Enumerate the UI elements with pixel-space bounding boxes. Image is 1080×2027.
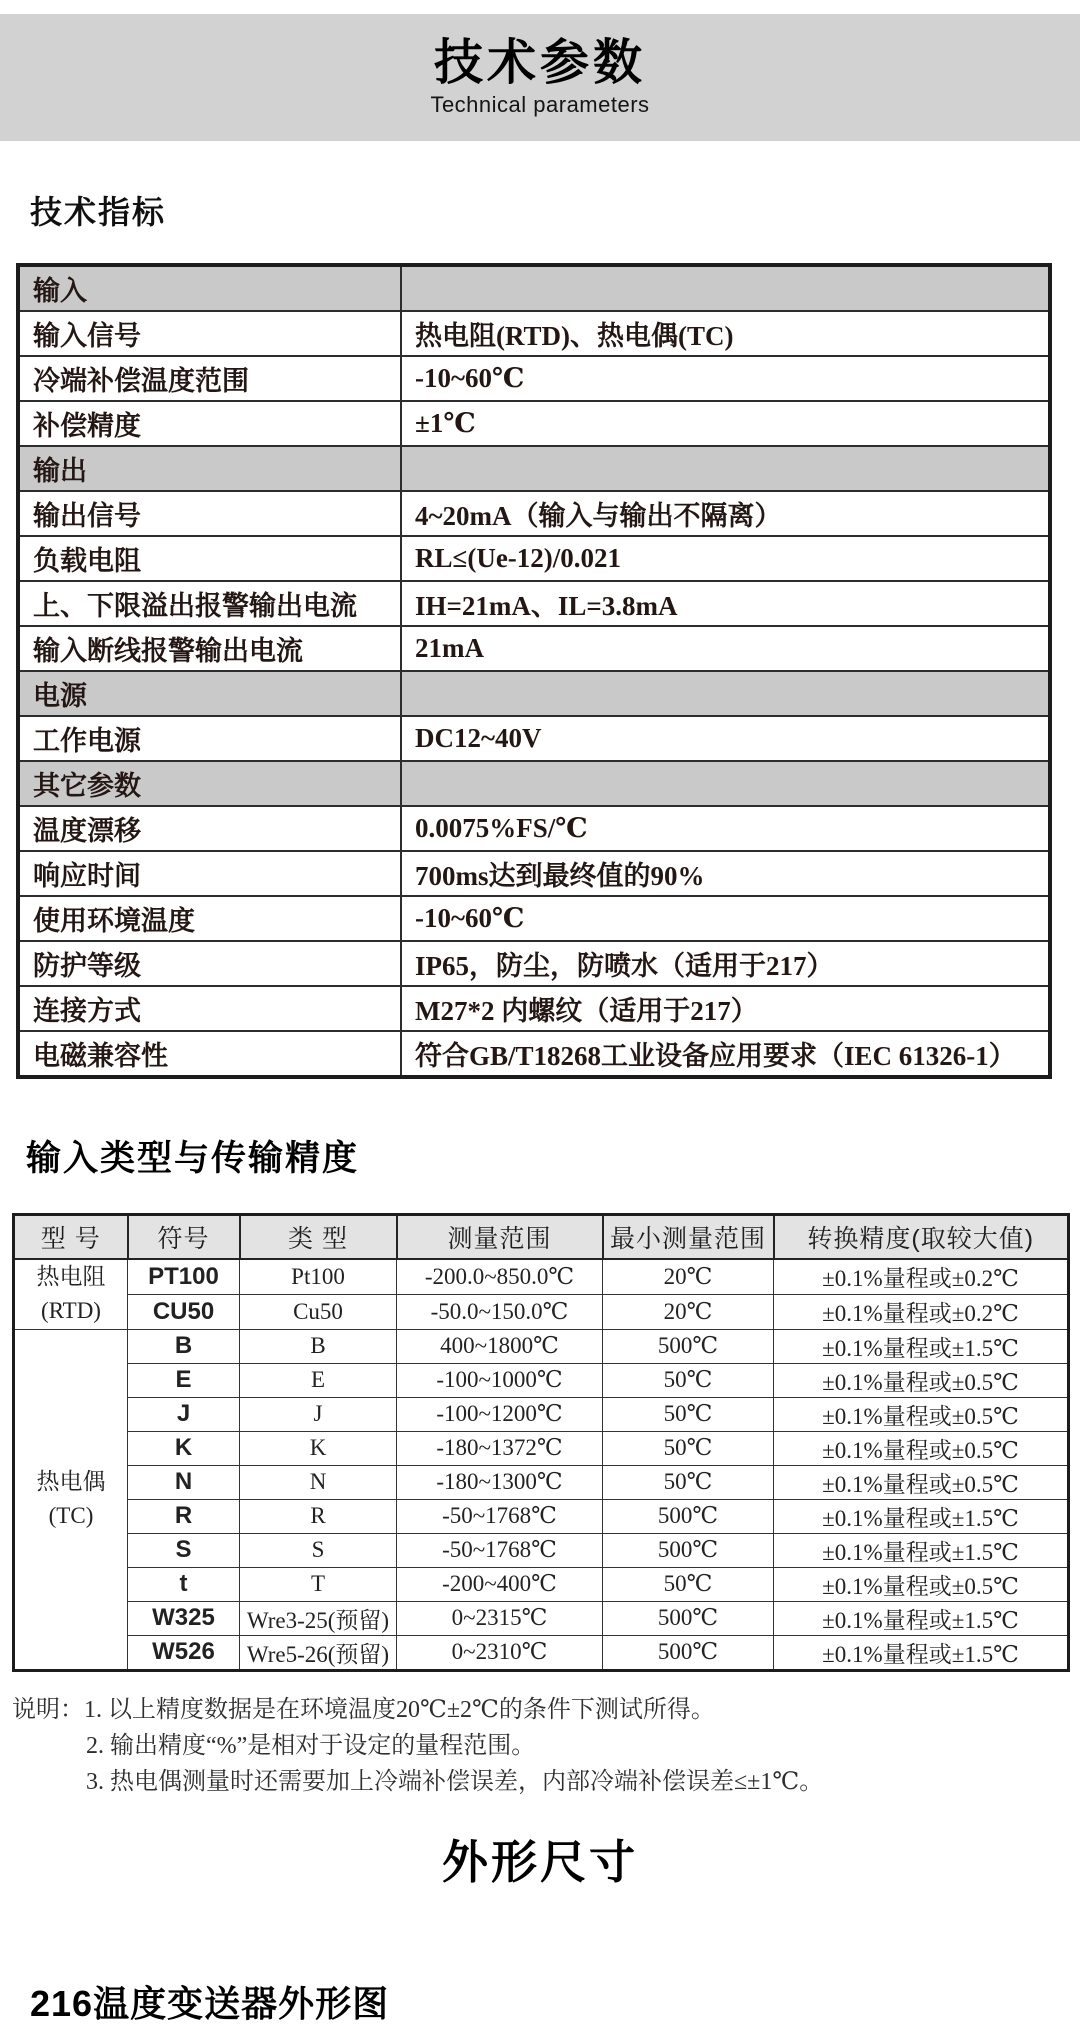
range-cell: -50.0~150.0℃	[397, 1294, 603, 1329]
accuracy-cell: ±0.1%量程或±0.5℃	[774, 1567, 1069, 1601]
type-cell: J	[240, 1397, 397, 1431]
type-cell: E	[240, 1363, 397, 1397]
accuracy-header-cell: 测量范围	[397, 1215, 603, 1259]
spec-row	[18, 986, 1050, 1031]
accuracy-row	[14, 1465, 1069, 1499]
spec-label-cell: 温度漂移	[18, 806, 401, 851]
range-cell: -50~1768℃	[397, 1533, 603, 1567]
accuracy-header-cell: 符号	[128, 1215, 240, 1259]
section-heading-tech-specs: 技术指标	[30, 194, 167, 230]
type-cell: B	[240, 1329, 397, 1363]
accuracy-cell: ±0.1%量程或±0.5℃	[774, 1397, 1069, 1431]
type-cell: K	[240, 1431, 397, 1465]
range-cell: -100~1000℃	[397, 1363, 603, 1397]
page-subtitle: Technical parameters	[430, 91, 650, 117]
spec-label-cell: 输入	[18, 265, 401, 311]
spec-value-cell: -10~60℃	[401, 896, 1050, 941]
spec-label-cell: 输入信号	[18, 311, 401, 356]
spec-value-cell: 21mA	[401, 626, 1050, 671]
notes-prefix: 说明：	[12, 1696, 84, 1723]
accuracy-row	[14, 1259, 1069, 1295]
spec-label-cell: 连接方式	[18, 986, 401, 1031]
spec-table	[16, 263, 1052, 1079]
accuracy-cell: ±0.1%量程或±1.5℃	[774, 1499, 1069, 1533]
spec-section-row	[18, 761, 1050, 806]
spec-row	[18, 356, 1050, 401]
symbol-cell: W325	[128, 1601, 240, 1635]
min-range-cell: 500℃	[603, 1601, 774, 1635]
accuracy-cell: ±0.1%量程或±1.5℃	[774, 1635, 1069, 1670]
range-cell: -180~1372℃	[397, 1431, 603, 1465]
spec-label-cell: 输入断线报警输出电流	[18, 626, 401, 671]
min-range-cell: 500℃	[603, 1635, 774, 1670]
spec-row	[18, 851, 1050, 896]
type-cell: S	[240, 1533, 397, 1567]
symbol-cell: N	[128, 1465, 240, 1499]
accuracy-row	[14, 1363, 1069, 1397]
model-group-line: (TC)	[48, 1503, 94, 1528]
spec-value-cell: 符合GB/T18268工业设备应用要求（IEC 61326-1）	[401, 1031, 1050, 1077]
spec-label-cell: 防护等级	[18, 941, 401, 986]
spec-label-cell: 响应时间	[18, 851, 401, 896]
accuracy-cell: ±0.1%量程或±0.5℃	[774, 1431, 1069, 1465]
accuracy-cell: ±0.1%量程或±1.5℃	[774, 1533, 1069, 1567]
symbol-cell: J	[128, 1397, 240, 1431]
accuracy-row	[14, 1567, 1069, 1601]
type-cell: R	[240, 1499, 397, 1533]
accuracy-row	[14, 1601, 1069, 1635]
spec-label-cell: 电源	[18, 671, 401, 716]
spec-label-cell: 其它参数	[18, 761, 401, 806]
type-cell: T	[240, 1567, 397, 1601]
accuracy-cell: ±0.1%量程或±1.5℃	[774, 1329, 1069, 1363]
type-cell: Wre3-25(预留)	[240, 1601, 397, 1635]
accuracy-header-cell: 类 型	[240, 1215, 397, 1259]
symbol-cell: S	[128, 1533, 240, 1567]
accuracy-row	[14, 1635, 1069, 1670]
spec-row	[18, 311, 1050, 356]
spec-row	[18, 806, 1050, 851]
spec-row	[18, 491, 1050, 536]
spec-label-cell: 工作电源	[18, 716, 401, 761]
accuracy-row	[14, 1533, 1069, 1567]
spec-row	[18, 1031, 1050, 1077]
section-heading-outline-216: 216温度变送器外形图	[30, 1982, 390, 2024]
spec-row	[18, 536, 1050, 581]
accuracy-row	[14, 1329, 1069, 1363]
range-cell: -200~400℃	[397, 1567, 603, 1601]
spec-value-cell	[401, 446, 1050, 491]
model-group-line: 热电偶	[36, 1468, 106, 1494]
min-range-cell: 50℃	[603, 1363, 774, 1397]
accuracy-header-cell: 转换精度(取较大值)	[774, 1215, 1069, 1259]
note-line	[12, 1692, 1080, 1728]
model-group-cell-rtd	[14, 1259, 128, 1330]
accuracy-table	[12, 1213, 1070, 1672]
spec-section-row	[18, 671, 1050, 716]
accuracy-cell: ±0.1%量程或±0.5℃	[774, 1363, 1069, 1397]
spec-row	[18, 941, 1050, 986]
symbol-cell: t	[128, 1567, 240, 1601]
page-title: 技术参数	[433, 36, 646, 91]
spec-label-cell: 上、下限溢出报警输出电流	[18, 581, 401, 626]
symbol-cell: R	[128, 1499, 240, 1533]
accuracy-cell: ±0.1%量程或±1.5℃	[774, 1601, 1069, 1635]
spec-label-cell: 使用环境温度	[18, 896, 401, 941]
min-range-cell: 500℃	[603, 1533, 774, 1567]
type-cell: Pt100	[240, 1259, 397, 1295]
note-line: 2. 输出精度“%”是相对于设定的量程范围。	[86, 1732, 536, 1759]
min-range-cell: 20℃	[603, 1294, 774, 1329]
spec-value-cell: M27*2 内螺纹（适用于217）	[401, 986, 1050, 1031]
accuracy-cell: ±0.1%量程或±0.2℃	[774, 1294, 1069, 1329]
accuracy-cell: ±0.1%量程或±0.5℃	[774, 1465, 1069, 1499]
symbol-cell: W526	[128, 1635, 240, 1670]
symbol-cell: E	[128, 1363, 240, 1397]
note-text: 1. 以上精度数据是在环境温度20℃±2℃的条件下测试所得。	[84, 1696, 715, 1723]
type-cell: N	[240, 1465, 397, 1499]
symbol-cell: K	[128, 1431, 240, 1465]
page-banner	[0, 14, 1080, 141]
spec-label-cell: 输出信号	[18, 491, 401, 536]
section-heading-input-types: 输入类型与传输精度	[26, 1139, 360, 1178]
min-range-cell: 500℃	[603, 1499, 774, 1533]
spec-value-cell	[401, 671, 1050, 716]
spec-value-cell: RL≤(Ue-12)/0.021	[401, 536, 1050, 581]
range-cell: 400~1800℃	[397, 1329, 603, 1363]
spec-value-cell: -10~60℃	[401, 356, 1050, 401]
spec-value-cell	[401, 265, 1050, 311]
accuracy-row	[14, 1499, 1069, 1533]
symbol-cell: PT100	[128, 1259, 240, 1295]
symbol-cell: CU50	[128, 1294, 240, 1329]
model-group-cell-tc	[14, 1329, 128, 1670]
notes-block	[12, 1692, 1080, 1800]
spec-value-cell: DC12~40V	[401, 716, 1050, 761]
model-group-line: 热电阻	[36, 1263, 106, 1289]
type-cell: Wre5-26(预留)	[240, 1635, 397, 1670]
spec-section-row	[18, 265, 1050, 311]
spec-row	[18, 716, 1050, 761]
accuracy-header-cell: 型 号	[14, 1215, 128, 1259]
spec-section-row	[18, 446, 1050, 491]
spec-row	[18, 896, 1050, 941]
spec-value-cell: 0.0075%FS/℃	[401, 806, 1050, 851]
accuracy-row	[14, 1294, 1069, 1329]
range-cell: 0~2310℃	[397, 1635, 603, 1670]
range-cell: -100~1200℃	[397, 1397, 603, 1431]
spec-label-cell: 输出	[18, 446, 401, 491]
spec-value-cell	[401, 761, 1050, 806]
accuracy-cell: ±0.1%量程或±0.2℃	[774, 1259, 1069, 1295]
spec-value-cell: 热电阻(RTD)、热电偶(TC)	[401, 311, 1050, 356]
symbol-cell: B	[128, 1329, 240, 1363]
min-range-cell: 50℃	[603, 1397, 774, 1431]
accuracy-row	[14, 1397, 1069, 1431]
min-range-cell: 500℃	[603, 1329, 774, 1363]
spec-value-cell: 700ms达到最终值的90%	[401, 851, 1050, 896]
min-range-cell: 20℃	[603, 1259, 774, 1295]
spec-value-cell: IP65，防尘，防喷水（适用于217）	[401, 941, 1050, 986]
spec-label-cell: 冷端补偿温度范围	[18, 356, 401, 401]
spec-value-cell: ±1℃	[401, 401, 1050, 446]
model-group-line: (RTD)	[41, 1298, 101, 1323]
min-range-cell: 50℃	[603, 1465, 774, 1499]
spec-label-cell: 补偿精度	[18, 401, 401, 446]
spec-label-cell: 电磁兼容性	[18, 1031, 401, 1077]
spec-label-cell: 负载电阻	[18, 536, 401, 581]
min-range-cell: 50℃	[603, 1431, 774, 1465]
type-cell: Cu50	[240, 1294, 397, 1329]
section-heading-dimensions: 外形尺寸	[442, 1835, 638, 1888]
range-cell: 0~2315℃	[397, 1601, 603, 1635]
range-cell: -200.0~850.0℃	[397, 1259, 603, 1295]
spec-row	[18, 626, 1050, 671]
accuracy-header-cell: 最小测量范围	[603, 1215, 774, 1259]
note-line: 3. 热电偶测量时还需要加上冷端补偿误差，内部冷端补偿误差≤±1℃。	[86, 1768, 824, 1795]
min-range-cell: 50℃	[603, 1567, 774, 1601]
range-cell: -180~1300℃	[397, 1465, 603, 1499]
spec-row	[18, 581, 1050, 626]
spec-value-cell: IH=21mA、IL=3.8mA	[401, 581, 1050, 626]
accuracy-row	[14, 1431, 1069, 1465]
spec-value-cell: 4~20mA（输入与输出不隔离）	[401, 491, 1050, 536]
accuracy-header-row	[14, 1215, 1069, 1259]
range-cell: -50~1768℃	[397, 1499, 603, 1533]
spec-row	[18, 401, 1050, 446]
